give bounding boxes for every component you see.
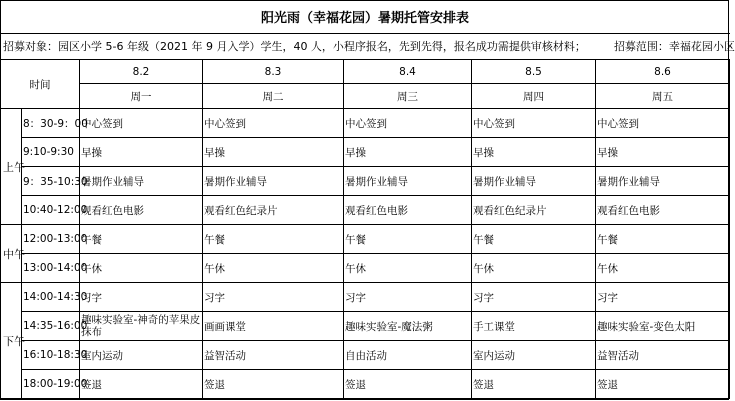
activity-cell: 习字 [80, 283, 203, 312]
time-cell: 12:00-13:00 [22, 225, 80, 254]
table-row [1, 109, 730, 138]
table-row [1, 167, 730, 196]
activity-cell: 午餐 [596, 225, 730, 254]
activity-cell: 午餐 [344, 225, 472, 254]
activity-cell: 早操 [203, 138, 344, 167]
header-day-row [1, 84, 730, 109]
activity-cell: 午休 [80, 254, 203, 283]
activity-cell: 午餐 [472, 225, 596, 254]
activity-cell: 习字 [472, 283, 596, 312]
time-header: 时间 [1, 60, 80, 109]
date-cell: 8.6 [596, 60, 730, 84]
activity-cell: 中心签到 [203, 109, 344, 138]
activity-cell: 签退 [344, 370, 472, 399]
date-cell: 8.5 [472, 60, 596, 84]
day-cell: 周四 [472, 84, 596, 109]
time-cell: 9：35-10:30 [22, 167, 80, 196]
recruit-target: 招募对象：园区小学 5-6 年级（2021 年 9 月入学）学生，40 人，小程序报名，先到先得，报名成功需提供审核材料； [3, 40, 586, 53]
header-date-row [1, 60, 730, 84]
activity-cell: 午餐 [80, 225, 203, 254]
recruit-scope: 招募范围：幸福花园小区 [613, 40, 735, 53]
activity-cell: 趣味实验室-魔法粥 [344, 312, 472, 341]
time-cell: 16:10-18:30 [22, 341, 80, 370]
activity-cell: 中心签到 [80, 109, 203, 138]
activity-cell: 暑期作业辅导 [344, 167, 472, 196]
activity-cell: 暑期作业辅导 [203, 167, 344, 196]
table-row [1, 312, 730, 341]
day-cell: 周一 [80, 84, 203, 109]
activity-cell: 签退 [203, 370, 344, 399]
activity-cell: 趣味实验室-变色太阳 [596, 312, 730, 341]
activity-cell: 中心签到 [344, 109, 472, 138]
table-row [1, 138, 730, 167]
activity-cell: 画画课堂 [203, 312, 344, 341]
time-cell: 18:00-19:00 [22, 370, 80, 399]
day-cell: 周五 [596, 84, 730, 109]
activity-cell: 自由活动 [344, 341, 472, 370]
day-cell: 周三 [344, 84, 472, 109]
day-cell: 周二 [203, 84, 344, 109]
activity-cell: 观看红色纪录片 [203, 196, 344, 225]
date-cell: 8.2 [80, 60, 203, 84]
activity-cell: 观看红色电影 [596, 196, 730, 225]
table-row [1, 341, 730, 370]
table-row [1, 196, 730, 225]
activity-cell: 观看红色纪录片 [472, 196, 596, 225]
time-cell: 10:40-12:00 [22, 196, 80, 225]
time-cell: 14:00-14:30 [22, 283, 80, 312]
activity-cell: 签退 [472, 370, 596, 399]
activity-cell: 手工课堂 [472, 312, 596, 341]
table-row [1, 283, 730, 312]
page-title: 阳光雨（幸福花园）暑期托管安排表 [0, 0, 730, 34]
activity-cell: 中心签到 [472, 109, 596, 138]
table-row [1, 254, 730, 283]
section-morning: 上午 [1, 109, 22, 225]
activity-cell: 午休 [472, 254, 596, 283]
activity-cell: 习字 [344, 283, 472, 312]
time-cell: 9:10-9:30 [22, 138, 80, 167]
activity-cell: 午休 [596, 254, 730, 283]
date-cell: 8.3 [203, 60, 344, 84]
activity-cell: 益智活动 [203, 341, 344, 370]
activity-cell: 室内运动 [80, 341, 203, 370]
time-cell: 8：30-9：00 [22, 109, 80, 138]
table-row [1, 225, 730, 254]
activity-cell: 习字 [596, 283, 730, 312]
time-cell: 14:35-16:00 [22, 312, 80, 341]
activity-cell: 观看红色电影 [344, 196, 472, 225]
activity-cell: 早操 [596, 138, 730, 167]
table-row [1, 370, 730, 399]
section-noon: 中午 [1, 225, 22, 283]
activity-cell: 早操 [80, 138, 203, 167]
activity-cell: 午休 [344, 254, 472, 283]
activity-cell: 签退 [596, 370, 730, 399]
recruit-info [0, 33, 735, 60]
activity-cell: 暑期作业辅导 [596, 167, 730, 196]
activity-cell: 室内运动 [472, 341, 596, 370]
schedule-table [0, 59, 730, 399]
activity-cell: 习字 [203, 283, 344, 312]
activity-cell: 暑期作业辅导 [80, 167, 203, 196]
activity-cell: 益智活动 [596, 341, 730, 370]
activity-cell: 趣味实验室-神奇的苹果皮抹布 [80, 312, 203, 341]
date-cell: 8.4 [344, 60, 472, 84]
section-afternoon: 下午 [1, 283, 22, 399]
activity-cell: 中心签到 [596, 109, 730, 138]
activity-cell: 观看红色电影 [80, 196, 203, 225]
activity-cell: 午休 [203, 254, 344, 283]
activity-cell: 暑期作业辅导 [472, 167, 596, 196]
activity-cell: 早操 [472, 138, 596, 167]
activity-cell: 午餐 [203, 225, 344, 254]
activity-cell: 签退 [80, 370, 203, 399]
activity-cell: 早操 [344, 138, 472, 167]
time-cell: 13:00-14:00 [22, 254, 80, 283]
